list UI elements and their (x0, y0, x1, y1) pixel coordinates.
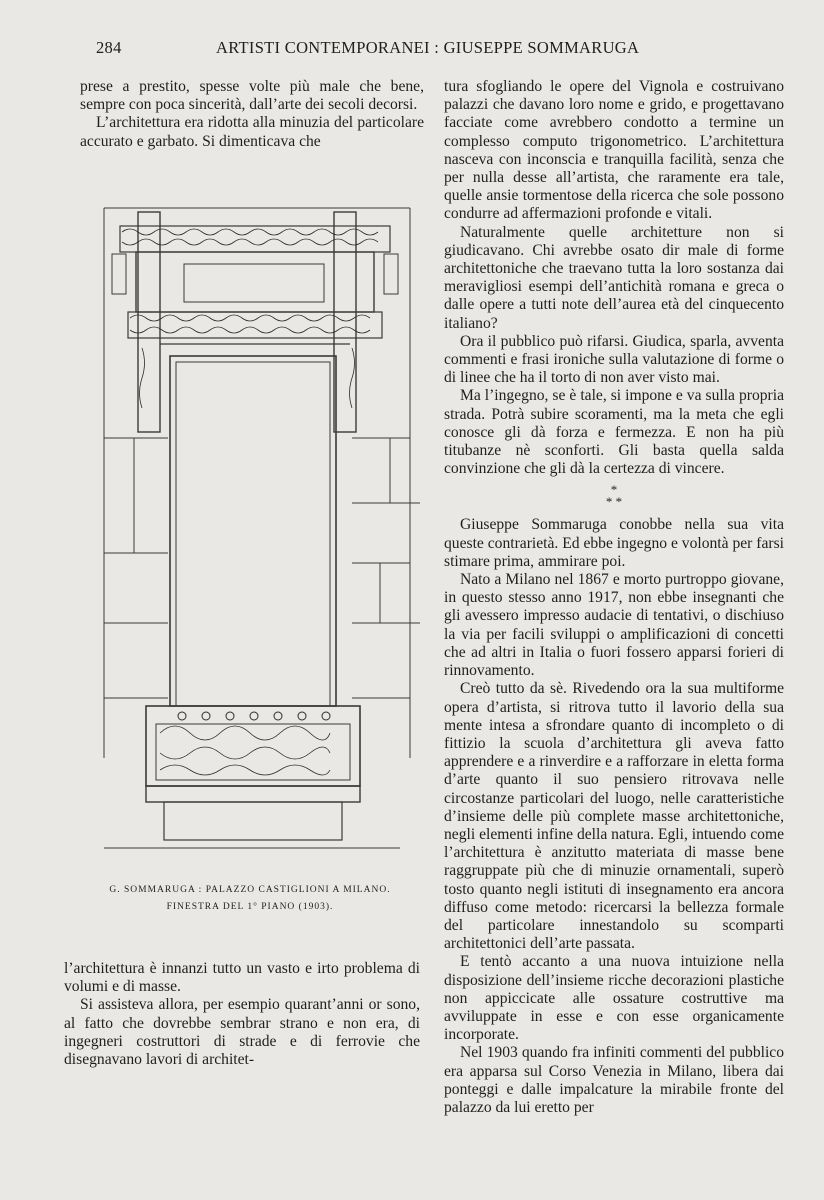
paragraph: tura sfogliando le opere del Vignola e costruivano palazzi che davano loro nome e grido, e progettavano facciate come avrebbero condotto a termine un complesso computo trigonometrico. L’architettura nasceva con inconscia e tranquilla facilità, senza che per nulla desse all’artista, che raramente era tale, quelle ansie tormentose della ricerca che sole possono condurre ad affermazioni profonde e vitali. (444, 78, 784, 223)
paragraph: L’architettura era ridotta alla minuzia del particolare accurato e garbato. Si dimenticava che (80, 114, 424, 150)
paragraph: Creò tutto da sè. Rivedendo ora la sua multiforme opera d’artista, si ritrova tutto il lavorio della sua mente intesa a sfrondare quanto di incompleto o di fittizio la scuola d’architettura gli aveva fatto apprendere e a rinverdire e a rafforzare in eletta forma d’arte quanto il suo pensiero ritrovava nelle circostanze particolari del luogo, nelle caratteristiche d’insieme delle più complete masse architettoniche, negli elementi infine della natura. Egli, intuendo come l’architettura è anzitutto materiata di masse bene raggruppate più che di minuzie ornamentali, superò tosto quanto negli istituti di insegnamento era ancora diffuso come metodo: ricercarsi la bellezza formale del particolare innestandolo su scomparti architettonici dell’arte passata. (444, 680, 784, 953)
section-separator (444, 484, 784, 508)
paragraph: Nel 1903 quando fra infiniti commenti del pubblico era apparsa sul Corso Venezia in Milano, libera dai ponteggi e dalle impalcature la mirabile fronte del palazzo da lui eretto per (444, 1044, 784, 1116)
paragraph: prese a prestito, spesse volte più male che bene, sempre con poca sincerità, dall’arte dei secoli decorsi. (80, 78, 424, 114)
caption-line-2: FINESTRA DEL 1° PIANO (1903). (166, 902, 334, 912)
separator-star-top: * (610, 482, 618, 498)
paragraph: Naturalmente quelle architetture non si giudicavano. Chi avrebbe osato dir male di forme architettoniche che traevano tutta la loro sostanza dai meravigliosi esempi dell’antichità romana e greca o dalle opere a tutti note dell’aurea età del cinquecento italiano? (444, 223, 784, 332)
paragraph: l’architettura è innanzi tutto un vasto e irto problema di volumi e di masse. (64, 960, 420, 996)
running-title: ARTISTI CONTEMPORANEI : GIUSEPPE SOMMARUGA (216, 38, 640, 57)
paragraph: Ora il pubblico può rifarsi. Giudica, sparla, avventa commenti e frasi ironiche sulla valutazione di forme o di linee che ha il torto di non aver visto mai. (444, 332, 784, 387)
paragraph: Si assisteva allora, per esempio quarant’anni or sono, al fatto che dovrebbe sembrar strano e non era, di ingegneri costruttori di strade e di ferrovie che disegnavano lavori di architet- (64, 996, 420, 1069)
left-column-top (80, 78, 424, 151)
window-elevation-drawing (90, 198, 424, 878)
right-column (444, 78, 784, 1117)
page-number: 284 (96, 38, 122, 57)
caption-line-1: G. SOMMARUGA : PALAZZO CASTIGLIONI A MILANO. (109, 885, 391, 895)
page-header (96, 38, 764, 62)
paragraph: Nato a Milano nel 1867 e morto purtroppo giovane, in questo stesso anno 1917, non ebbe insegnanti che gli avessero impresso audacie di tentativi, o dischiuso la via per facili sviluppi o amplificazioni di concetti che ad altri in Italia o fuori fossero apparsi forieri di rinnovamento. (444, 571, 784, 680)
paragraph: E tentò accanto a una nuova intuizione nella disposizione dell’insieme ricche decorazioni plastiche non appiccicate alle ossature costruttive ma avviluppate in esse e con esse organicamente incorporate. (444, 953, 784, 1044)
left-column-bottom (64, 960, 420, 1069)
separator-star-bottom: * * (605, 494, 623, 510)
paragraph: Giuseppe Sommaruga conobbe nella sua vita queste contrarietà. Ed ebbe ingegno e volontà per farsi stimare prima, ammirare poi. (444, 516, 784, 570)
figure-caption (100, 882, 400, 916)
paragraph: Ma l’ingegno, se è tale, si impone e va sulla propria strada. Potrà subire scoramenti, ma la meta che egli conosce gli dà forza e fermezza. E non ha più titubanze nè sconforti. Gli basta quella salda convinzione che gli dà la certezza di vincere. (444, 387, 784, 478)
